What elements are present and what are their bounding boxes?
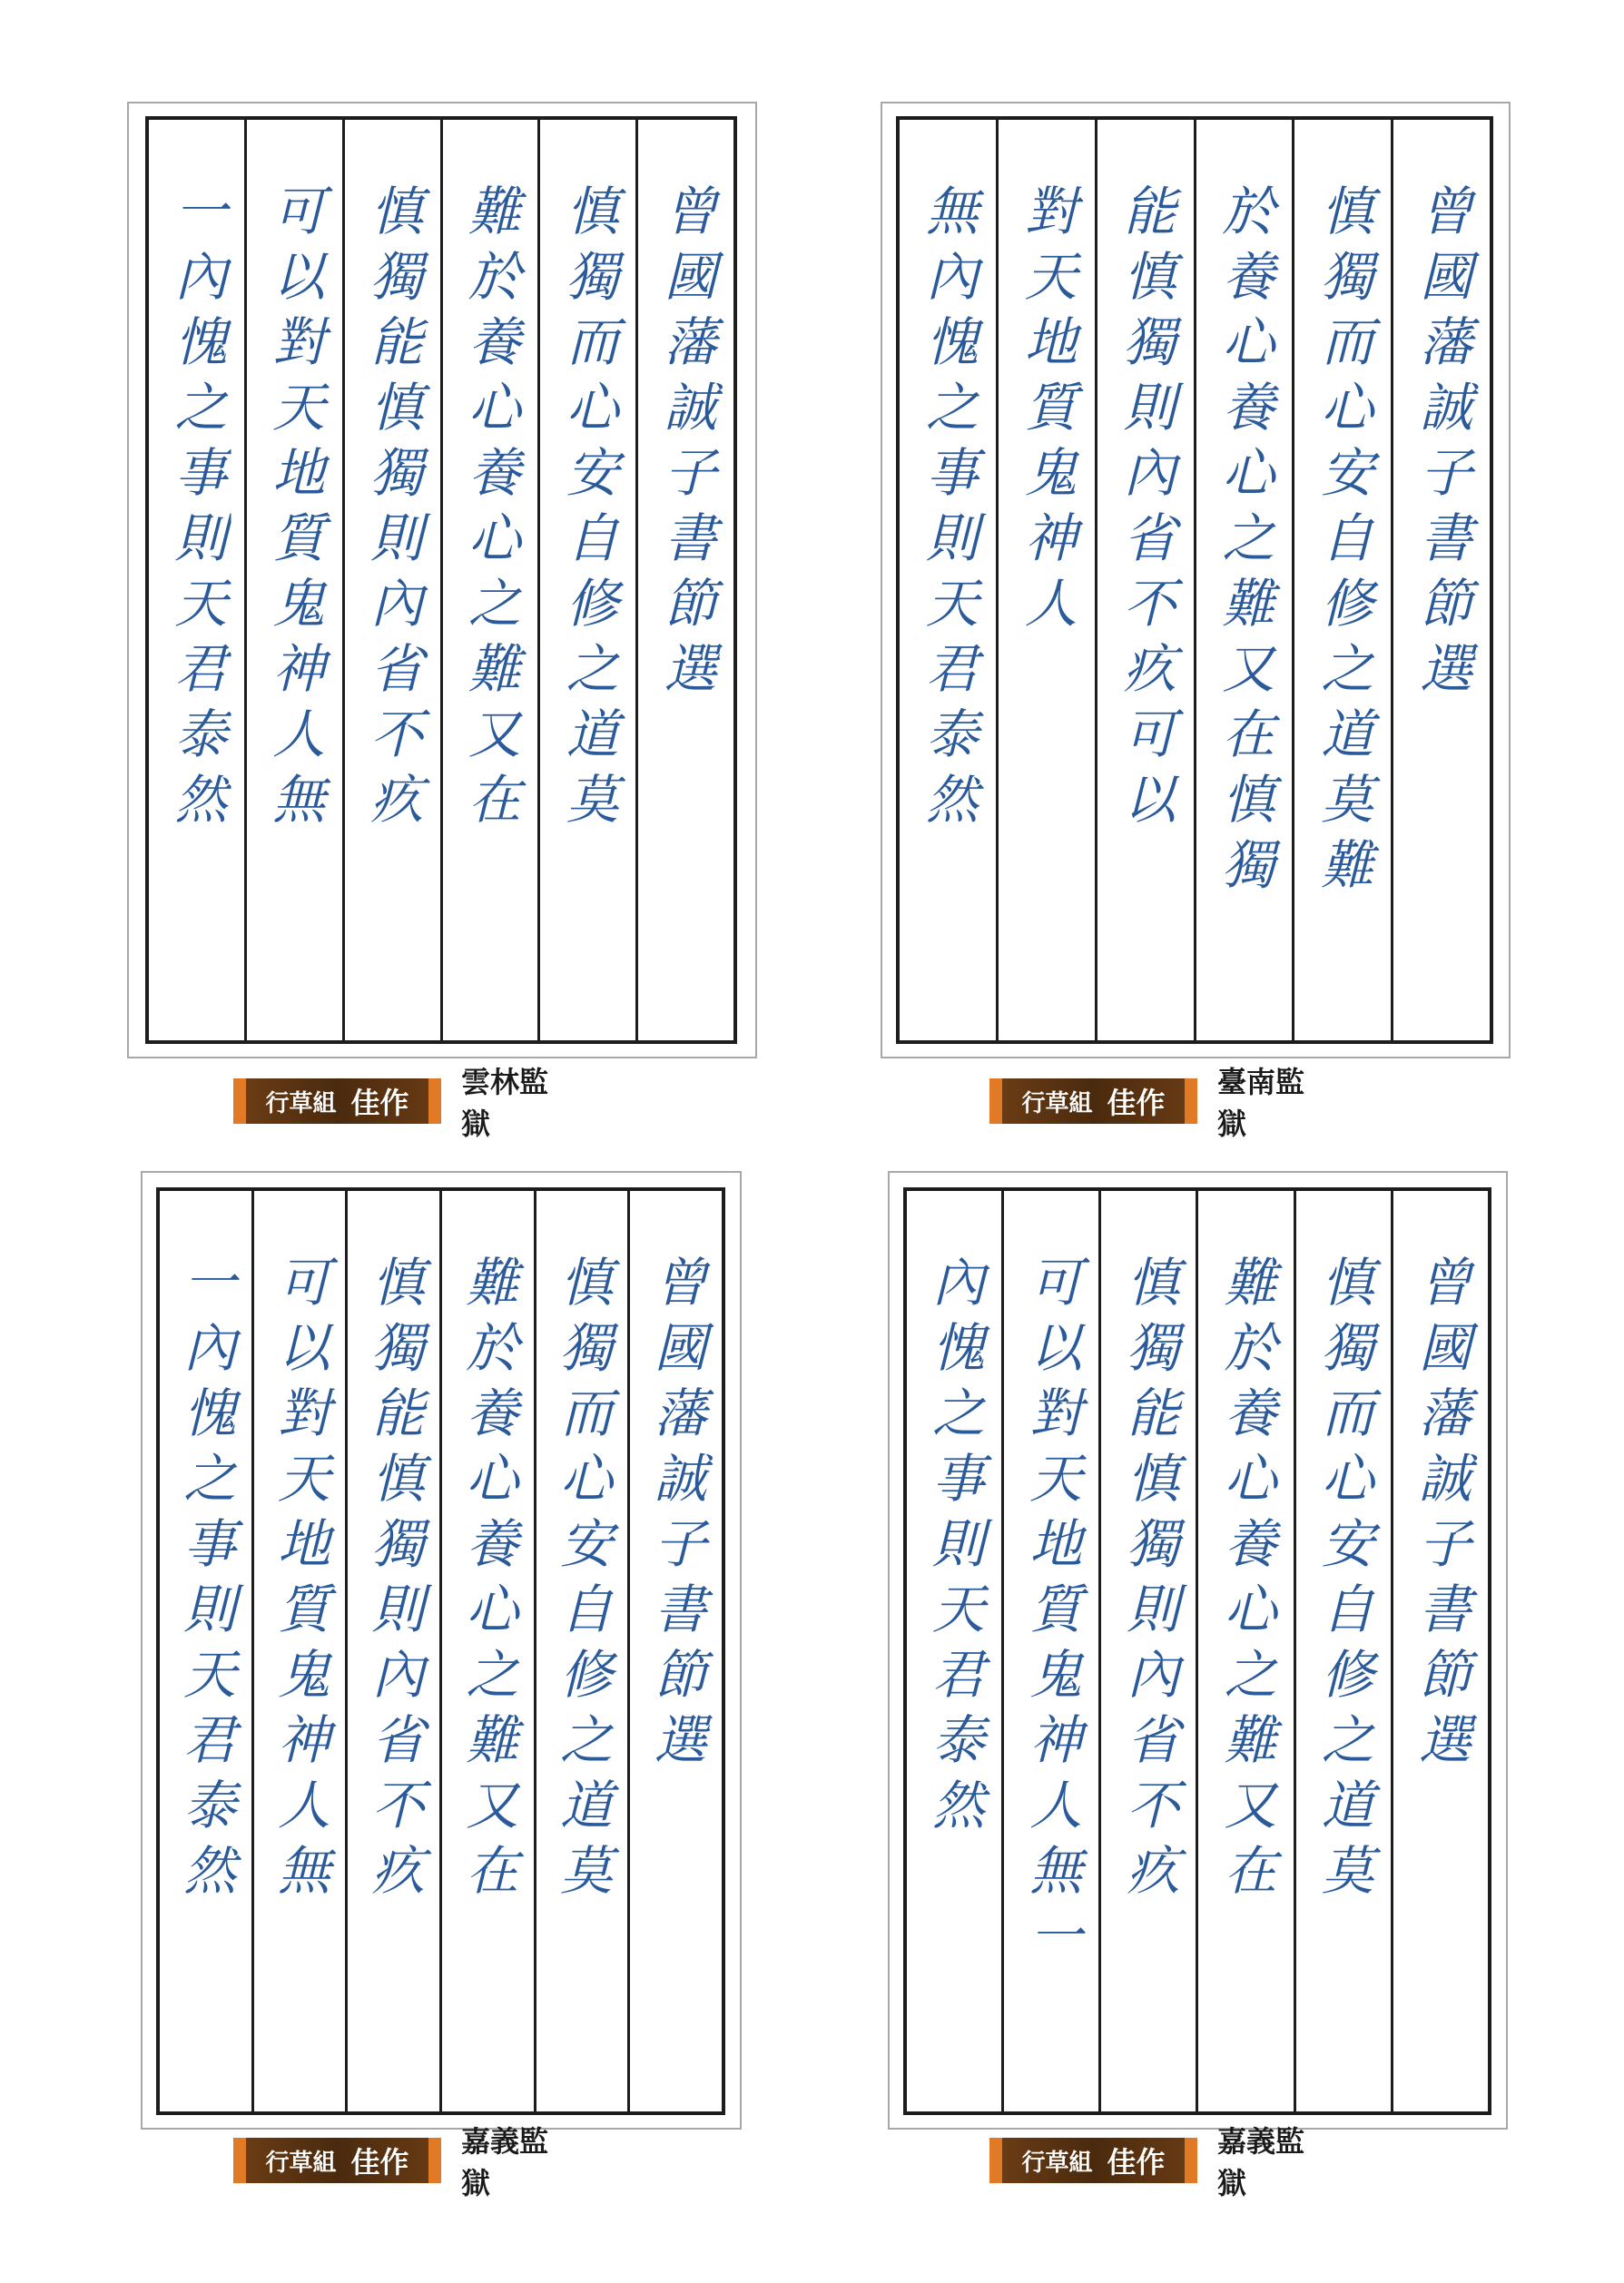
calligraphy-column (1196, 1191, 1293, 2111)
calligraphy-column (1098, 1191, 1196, 2111)
calligraphy-column (439, 1191, 534, 2111)
calligraphy-column (1095, 120, 1194, 1040)
calligraphy-column (537, 120, 635, 1040)
award-label: 佳作 (350, 1086, 409, 1120)
calligraphy-text: 難於養心養心之難又在 (457, 1255, 519, 1908)
calligraphy-text: 可以對天地質鬼神人無 (263, 183, 326, 837)
calligraphy-text: 曾國藩誠子書節選 (645, 1255, 707, 1777)
category-label: 行草組 (1021, 2149, 1093, 2177)
calligraphy-column (627, 1191, 722, 2111)
calligraphy-text: 慎獨能慎獨則內省不疚 (361, 183, 424, 837)
calligraphy-column (996, 120, 1095, 1040)
calligraphy-column (1294, 1191, 1391, 2111)
calligraphy-grid (896, 116, 1493, 1044)
calligraphy-text: 內愧之事則天君泰然 (923, 1255, 986, 1843)
calligraphy-column (342, 120, 440, 1040)
calligraphy-grid (156, 1187, 725, 2115)
calligraphy-column (534, 1191, 628, 2111)
calligraphy-column (1391, 120, 1490, 1040)
calligraphy-text: 曾國藩誠子書節選 (655, 183, 717, 706)
calligraphy-column (251, 1191, 346, 2111)
category-label: 行草組 (1021, 1089, 1093, 1117)
category-label: 行草組 (265, 2149, 337, 2177)
institution-label: 雲林監獄 (460, 1065, 548, 1141)
award-label: 佳作 (350, 2145, 409, 2180)
calligraphy-text: 能慎獨則內省不疚可以 (1114, 183, 1176, 837)
calligraphy-grid (903, 1187, 1491, 2115)
calligraphy-text: 難於養心養心之難又在 (1215, 1255, 1277, 1908)
calligraphy-column (244, 120, 342, 1040)
award-badge (989, 1078, 1197, 1124)
institution-label: 臺南監獄 (1216, 1065, 1304, 1141)
calligraphy-text: 難於養心養心之難又在 (458, 183, 521, 837)
calligraphy-column (345, 1191, 439, 2111)
calligraphy-text: 曾國藩誠子書節選 (1411, 183, 1473, 706)
calligraphy-text: 慎獨能慎獨則內省不疚 (1117, 1255, 1180, 1908)
calligraphy-text: 一內愧之事則天君泰然 (165, 183, 228, 837)
calligraphy-text: 慎獨能慎獨則內省不疚 (362, 1255, 425, 1908)
calligraphy-column (635, 120, 733, 1040)
award-caption (233, 2124, 551, 2200)
calligraphy-column (1001, 1191, 1098, 2111)
award-label: 佳作 (1107, 2145, 1166, 2180)
calligraphy-column (160, 1191, 251, 2111)
calligraphy-column (907, 1191, 1001, 2111)
category-label: 行草組 (265, 1089, 337, 1117)
award-badge (233, 1078, 441, 1124)
award-caption (989, 1065, 1307, 1141)
calligraphy-text: 一內愧之事則天君泰然 (174, 1255, 237, 1908)
calligraphy-grid (145, 116, 737, 1044)
award-caption (233, 1065, 551, 1141)
award-label: 佳作 (1107, 1086, 1166, 1120)
calligraphy-text: 慎獨而心安自修之道莫難 (1312, 183, 1374, 902)
calligraphy-column (1292, 120, 1391, 1040)
calligraphy-column (149, 120, 244, 1040)
calligraphy-text: 無內愧之事則天君泰然 (916, 183, 979, 837)
award-caption (989, 2124, 1307, 2200)
calligraphy-text: 對天地質鬼神人 (1015, 183, 1078, 641)
calligraphy-text: 曾國藩誠子書節選 (1409, 1255, 1471, 1777)
award-badge (233, 2138, 441, 2183)
calligraphy-text: 於養心養心之難又在慎獨 (1213, 183, 1275, 902)
institution-label: 嘉義監獄 (460, 2124, 548, 2200)
calligraphy-column (900, 120, 996, 1040)
calligraphy-column (1391, 1191, 1488, 2111)
calligraphy-text: 可以對天地質鬼神人無 (268, 1255, 330, 1908)
calligraphy-column (440, 120, 538, 1040)
calligraphy-text: 慎獨而心安自修之道莫 (550, 1255, 613, 1908)
calligraphy-column (1194, 120, 1293, 1040)
calligraphy-text: 可以對天地質鬼神人無一 (1020, 1255, 1083, 1973)
calligraphy-text: 慎獨而心安自修之道莫 (1312, 1255, 1374, 1908)
institution-label: 嘉義監獄 (1216, 2124, 1304, 2200)
calligraphy-text: 慎獨而心安自修之道莫 (556, 183, 619, 837)
award-badge (989, 2138, 1197, 2183)
